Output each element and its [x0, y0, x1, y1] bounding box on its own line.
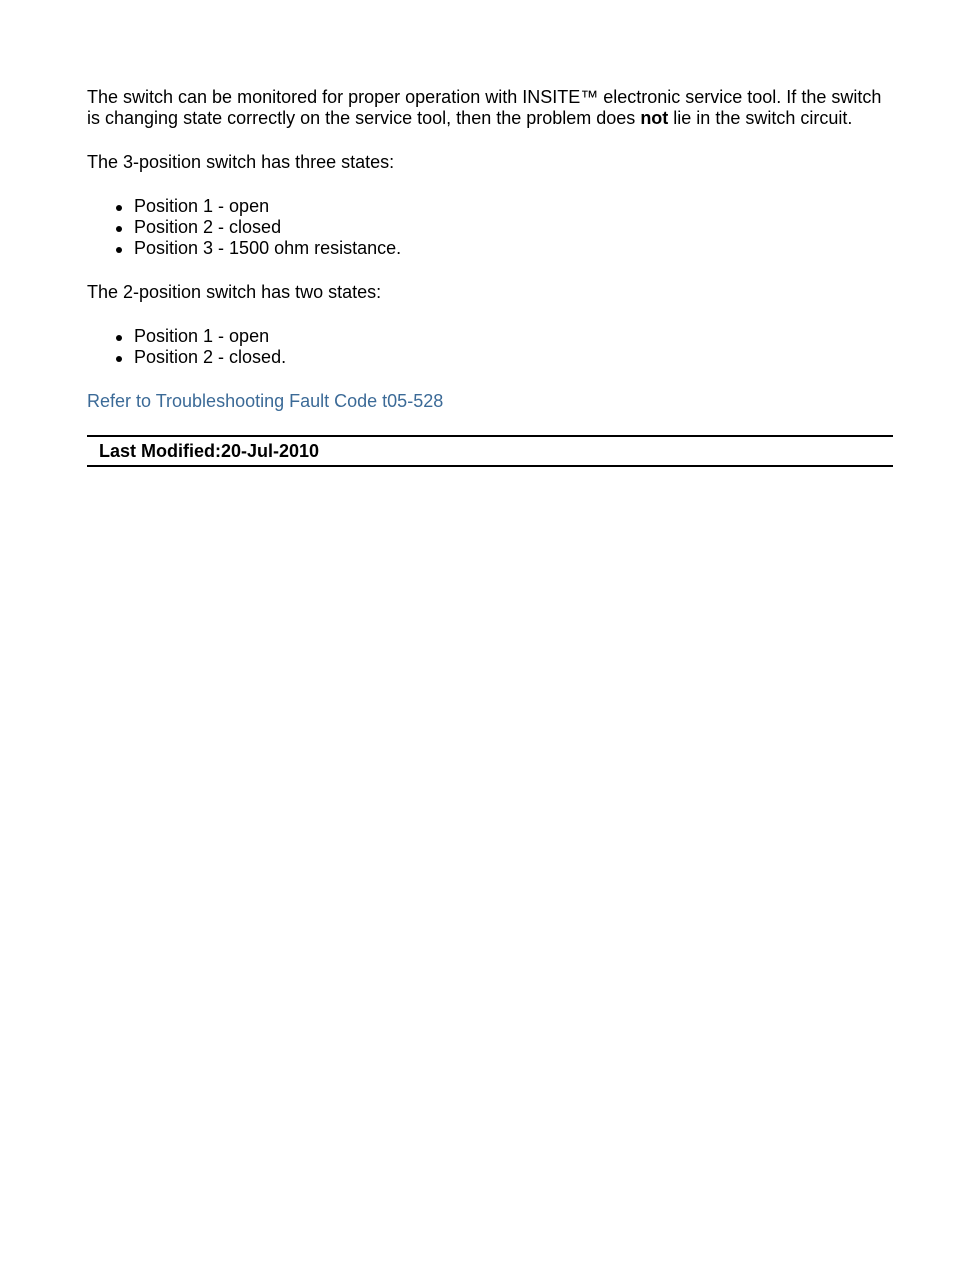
intro-text: The switch can be monitored for proper operation with INSITE™ electronic service tool. If the switch is changing state correctly on the service tool, then the problem does — [87, 87, 882, 128]
list-item — [87, 196, 893, 217]
two-position-list — [87, 326, 893, 368]
bullet-icon — [116, 356, 122, 362]
bullet-icon — [116, 226, 122, 232]
list-item-label: Position 1 - open — [134, 326, 270, 346]
list-item-label: Position 2 - closed. — [134, 347, 287, 367]
intro-paragraph — [87, 87, 887, 129]
two-position-heading: The 2-position switch has two states: — [87, 282, 382, 302]
last-modified-date: 20-Jul-2010 — [221, 440, 320, 461]
three-position-list — [87, 196, 893, 259]
three-position-heading: The 3-position switch has three states: — [87, 152, 395, 172]
bullet-icon — [116, 335, 122, 341]
fault-code-link[interactable]: Refer to Troubleshooting Fault Code t05-528 — [87, 391, 444, 411]
list-item-label: Position 2 - closed — [134, 217, 282, 237]
list-item — [87, 238, 893, 259]
last-modified-label: Last Modified: — [99, 440, 221, 461]
intro-text-end: lie in the switch circuit. — [668, 108, 853, 128]
document-page — [87, 87, 893, 467]
bullet-icon — [116, 205, 122, 211]
intro-emphasis: not — [640, 108, 669, 128]
last-modified-bar — [87, 435, 893, 467]
list-item-label: Position 1 - open — [134, 196, 270, 216]
list-item — [87, 217, 893, 238]
bullet-icon — [116, 247, 122, 253]
list-item — [87, 347, 893, 368]
list-item — [87, 326, 893, 347]
list-item-label: Position 3 - 1500 ohm resistance. — [134, 238, 402, 258]
